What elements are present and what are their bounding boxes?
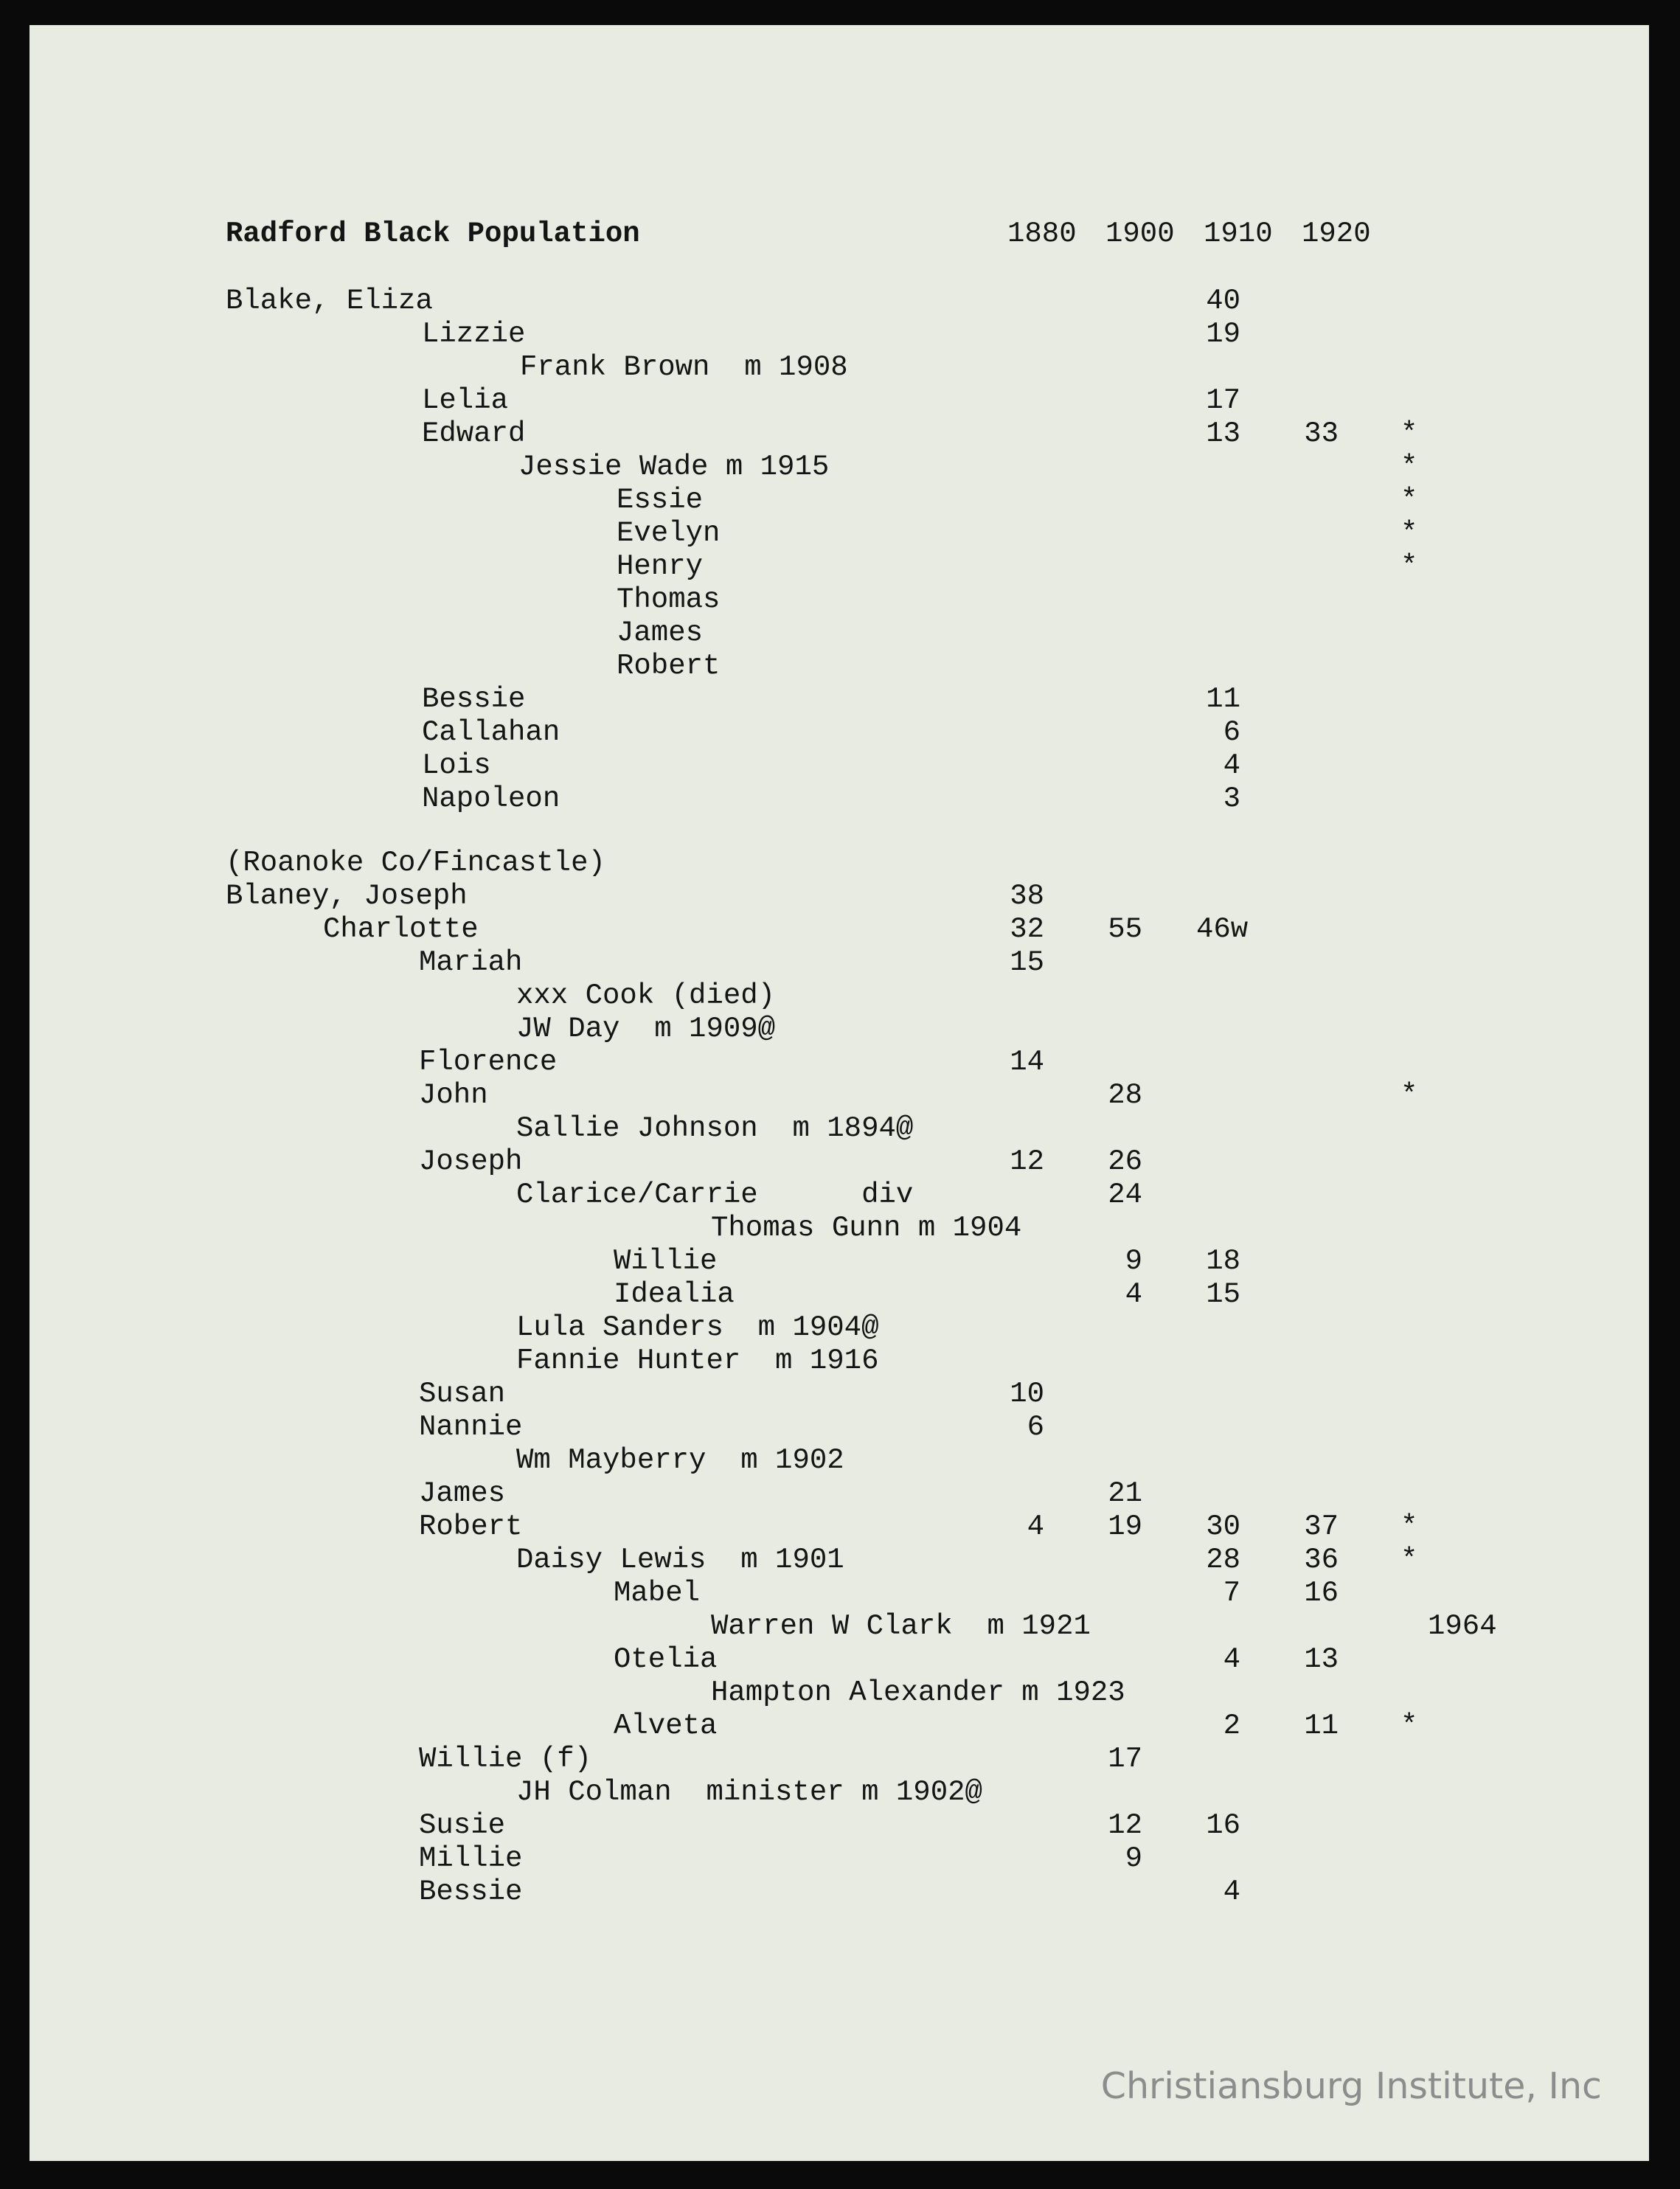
table-row <box>0 1808 1680 1842</box>
year-header-1920: 1920 <box>1302 218 1371 250</box>
person-name: Florence <box>419 1046 558 1078</box>
table-row <box>0 317 1680 351</box>
table-row <box>0 946 1680 979</box>
table-row <box>0 1344 1680 1378</box>
person-name: Hampton Alexander m 1923 <box>711 1676 1125 1709</box>
person-name: James <box>419 1477 506 1510</box>
age-1880: 12 <box>1010 1145 1044 1178</box>
age-1920: 37 <box>1304 1510 1339 1543</box>
age-1910: 6 <box>1223 716 1240 749</box>
person-name: Otelia <box>614 1643 718 1676</box>
table-row <box>0 1244 1680 1278</box>
table-row <box>0 284 1680 318</box>
table-row <box>0 649 1680 683</box>
age-1910: 40 <box>1206 285 1240 317</box>
person-name: Thomas <box>617 583 721 616</box>
asterisk-mark: * <box>1400 1079 1418 1111</box>
person-name: JH Colman minister m 1902@ <box>516 1776 982 1808</box>
table-row <box>0 384 1680 417</box>
age-1920: 11 <box>1304 1710 1339 1742</box>
age-1910: 11 <box>1206 683 1240 715</box>
age-1910: 16 <box>1206 1809 1240 1842</box>
page-title: Radford Black Population <box>226 218 640 250</box>
table-row <box>0 1842 1680 1876</box>
age-1900: 19 <box>1108 1510 1142 1543</box>
age-1880: 15 <box>1010 946 1044 979</box>
table-row <box>0 1676 1680 1710</box>
person-name: Lula Sanders m 1904@ <box>516 1311 879 1344</box>
age-1880: 6 <box>1027 1411 1044 1443</box>
table-row <box>0 583 1680 617</box>
table-row <box>0 1178 1680 1212</box>
age-1910: 18 <box>1206 1245 1240 1277</box>
age-1880: 14 <box>1010 1046 1044 1078</box>
table-row <box>0 549 1680 583</box>
person-name: Willie <box>614 1245 718 1277</box>
asterisk-mark: * <box>1400 517 1418 549</box>
person-name: Susie <box>419 1809 506 1842</box>
person-name: Idealia <box>614 1278 735 1311</box>
table-row <box>0 1576 1680 1610</box>
person-name: Evelyn <box>617 517 721 549</box>
table-row <box>0 846 1680 880</box>
header-row <box>0 217 1680 251</box>
age-1920: 13 <box>1304 1643 1339 1676</box>
age-1910: 19 <box>1206 318 1240 350</box>
table-row <box>0 715 1680 749</box>
person-name: Thomas Gunn m 1904 <box>711 1212 1022 1244</box>
age-1900: 17 <box>1108 1743 1142 1775</box>
table-row <box>0 1775 1680 1809</box>
table-row <box>0 1012 1680 1046</box>
person-name: Warren W Clark m 1921 <box>711 1610 1091 1642</box>
person-name: Jessie Wade m 1915 <box>518 451 830 483</box>
person-name: Robert <box>617 650 721 682</box>
table-row <box>0 1510 1680 1544</box>
person-name: Sallie Johnson m 1894@ <box>516 1112 914 1145</box>
person-name: Bessie <box>422 683 526 715</box>
age-1910: 2 <box>1223 1710 1240 1742</box>
person-name: Frank Brown m 1908 <box>520 351 848 384</box>
age-1910: 28 <box>1206 1544 1240 1576</box>
age-1900: 28 <box>1108 1079 1142 1111</box>
person-name: Clarice/Carrie div <box>516 1179 914 1211</box>
person-name: Blake, Eliza <box>226 285 433 317</box>
table-row <box>0 1709 1680 1743</box>
asterisk-mark: * <box>1400 451 1418 483</box>
table-row <box>0 912 1680 946</box>
age-1880: 32 <box>1010 913 1044 946</box>
age-1910: 15 <box>1206 1278 1240 1311</box>
person-name: Bessie <box>419 1876 523 1908</box>
age-1900: 24 <box>1108 1179 1142 1211</box>
age-1900: 9 <box>1125 1842 1142 1875</box>
person-name: Millie <box>419 1842 523 1875</box>
person-name: Fannie Hunter m 1916 <box>516 1345 879 1377</box>
person-name: Willie (f) <box>419 1743 592 1775</box>
table-row <box>0 1609 1680 1643</box>
table-row <box>0 1875 1680 1909</box>
person-name: Alveta <box>614 1710 718 1742</box>
person-name: xxx Cook (died) <box>516 979 776 1012</box>
person-name: Mabel <box>614 1577 701 1609</box>
age-1910: 4 <box>1223 1876 1240 1908</box>
table-row <box>0 350 1680 384</box>
age-1900: 55 <box>1108 913 1142 946</box>
person-name: Susan <box>419 1378 506 1410</box>
table-row <box>0 1742 1680 1776</box>
person-name: Nannie <box>419 1411 523 1443</box>
person-name: Mariah <box>419 946 523 979</box>
age-1900: 4 <box>1125 1278 1142 1311</box>
person-name: (Roanoke Co/Fincastle) <box>226 847 605 879</box>
age-1920: 33 <box>1304 417 1339 450</box>
age-1920: 36 <box>1304 1544 1339 1576</box>
person-name: Blaney, Joseph <box>226 880 468 912</box>
asterisk-mark: * <box>1400 550 1418 583</box>
table-row <box>0 483 1680 517</box>
person-name: Wm Mayberry m 1902 <box>516 1444 844 1477</box>
age-1900: 26 <box>1108 1145 1142 1178</box>
age-1910: 3 <box>1223 783 1240 815</box>
person-name: Henry <box>617 550 704 583</box>
table-row <box>0 450 1680 484</box>
person-name: James <box>617 617 704 649</box>
asterisk-mark: * <box>1400 1710 1418 1742</box>
person-name: Lois <box>422 749 491 782</box>
age-1910: 4 <box>1223 1643 1240 1676</box>
age-1910: 46w <box>1196 913 1249 946</box>
table-row <box>0 1377 1680 1411</box>
table-row <box>0 1443 1680 1477</box>
year-header-1880: 1880 <box>1007 218 1077 250</box>
watermark: Christiansburg Institute, Inc <box>1100 2065 1602 2107</box>
table-row <box>0 782 1680 816</box>
table-row <box>0 1078 1680 1112</box>
person-name: Napoleon <box>422 783 560 815</box>
person-name: Callahan <box>422 716 560 749</box>
age-1910: 4 <box>1223 749 1240 782</box>
table-row <box>0 1277 1680 1311</box>
year-header-1910: 1910 <box>1204 218 1273 250</box>
person-name: Lelia <box>422 384 509 417</box>
age-1900: 9 <box>1125 1245 1142 1277</box>
table-row <box>0 1145 1680 1179</box>
asterisk-mark: * <box>1400 484 1418 516</box>
year-header-1900: 1900 <box>1105 218 1175 250</box>
person-name: Edward <box>422 417 526 450</box>
age-1880: 4 <box>1027 1510 1044 1543</box>
age-1910: 13 <box>1206 417 1240 450</box>
table-row <box>0 1410 1680 1444</box>
table-row <box>0 1211 1680 1245</box>
table-row <box>0 879 1680 913</box>
person-name: Robert <box>419 1510 523 1543</box>
age-1900: 12 <box>1108 1809 1142 1842</box>
year-note: 1964 <box>1428 1610 1497 1642</box>
asterisk-mark: * <box>1400 1544 1418 1576</box>
age-1910: 7 <box>1223 1577 1240 1609</box>
age-1880: 10 <box>1010 1378 1044 1410</box>
age-1910: 17 <box>1206 384 1240 417</box>
person-name: Charlotte <box>323 913 479 946</box>
person-name: Essie <box>617 484 704 516</box>
age-1910: 30 <box>1206 1510 1240 1543</box>
asterisk-mark: * <box>1400 1510 1418 1543</box>
person-name: Lizzie <box>422 318 526 350</box>
person-name: Joseph <box>419 1145 523 1178</box>
table-row <box>0 1642 1680 1676</box>
table-row <box>0 1045 1680 1079</box>
table-row <box>0 1477 1680 1510</box>
person-name: John <box>419 1079 488 1111</box>
person-name: Daisy Lewis m 1901 <box>516 1544 844 1576</box>
age-1880: 38 <box>1010 880 1044 912</box>
table-row <box>0 749 1680 783</box>
table-row <box>0 979 1680 1013</box>
age-1900: 21 <box>1108 1477 1142 1510</box>
table-row <box>0 616 1680 650</box>
age-1920: 16 <box>1304 1577 1339 1609</box>
table-row <box>0 417 1680 451</box>
table-row <box>0 1543 1680 1577</box>
table-row <box>0 516 1680 550</box>
asterisk-mark: * <box>1400 417 1418 450</box>
table-row <box>0 1311 1680 1345</box>
table-row <box>0 682 1680 716</box>
person-name: JW Day m 1909@ <box>516 1013 776 1045</box>
table-row <box>0 1111 1680 1145</box>
